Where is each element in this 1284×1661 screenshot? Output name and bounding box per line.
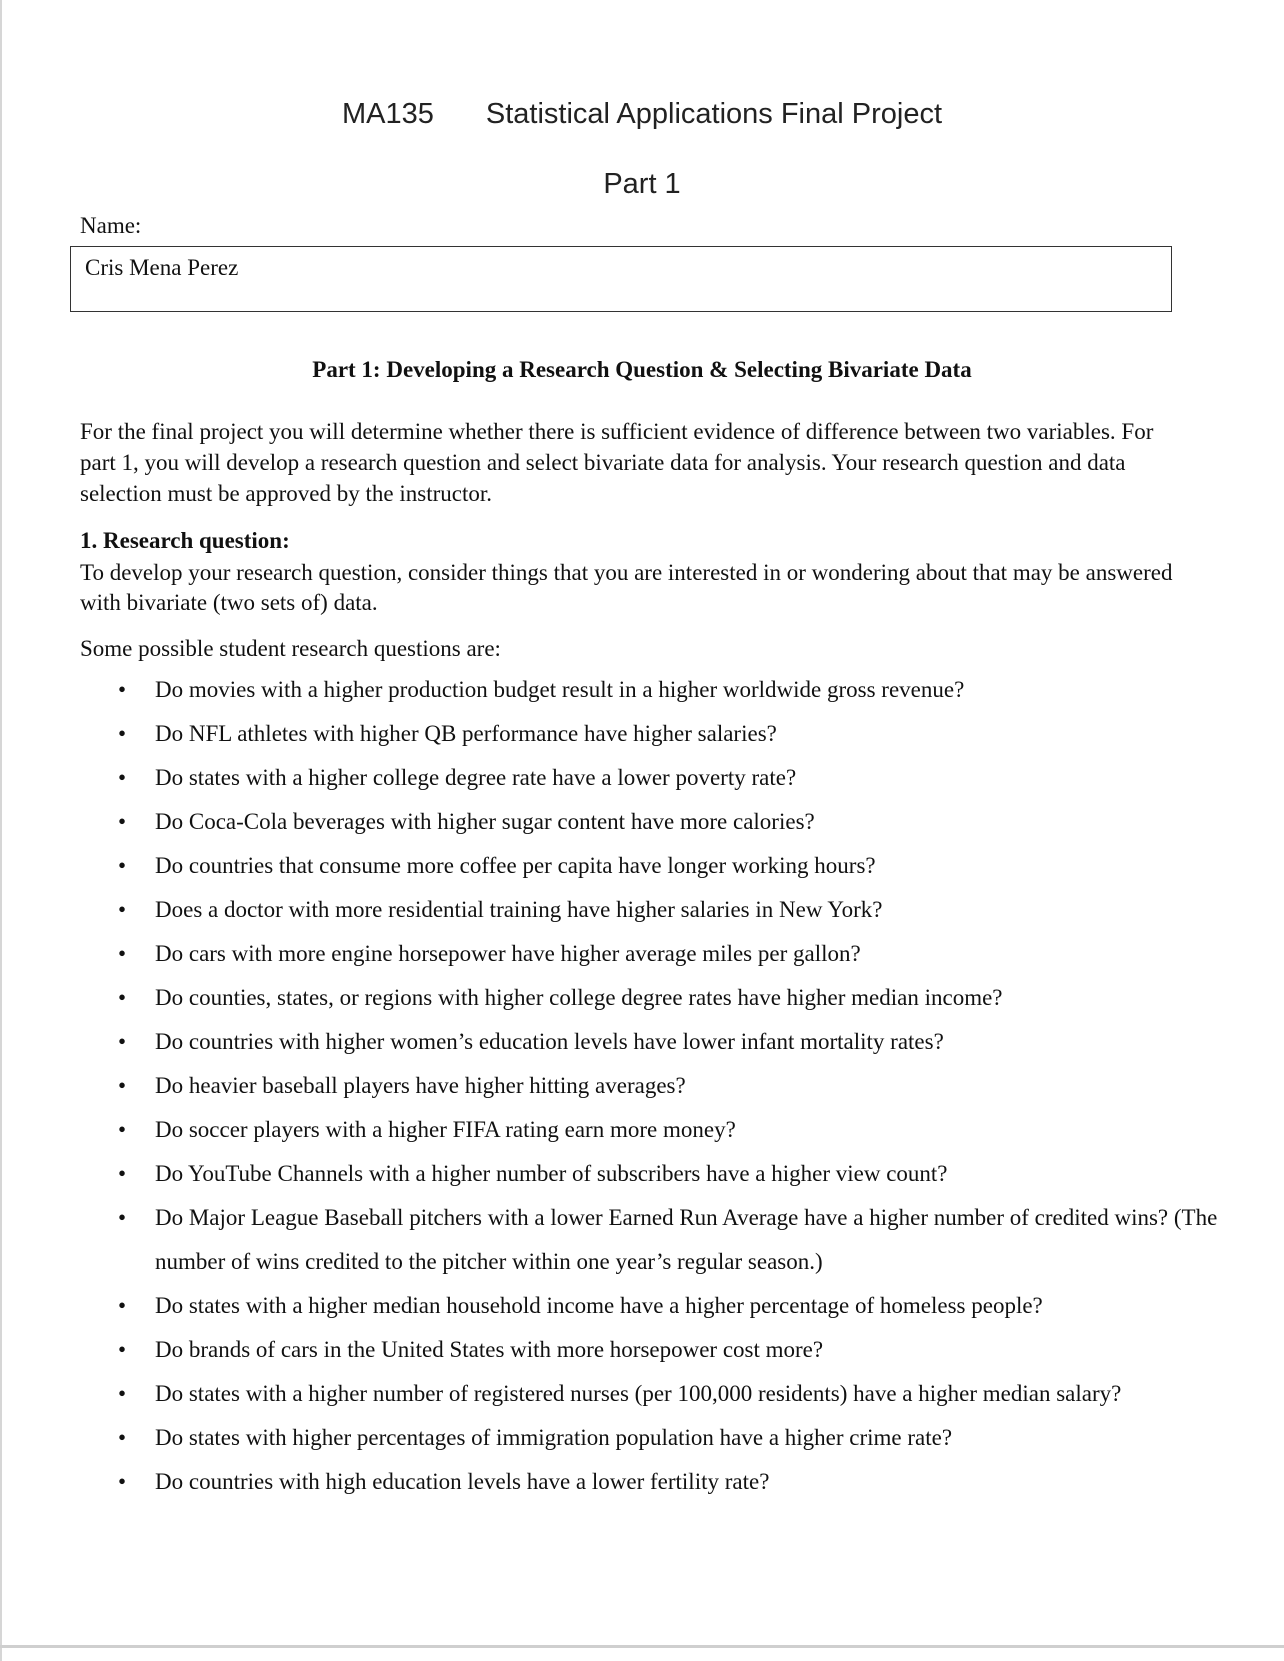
intro-paragraph: For the final project you will determine whether there is sufficient evidence of difference between two variables. For part 1, you will develop a research question and select bivariate data for analysis. Your research question and data selection must be approved by the instructor. <box>80 419 1154 506</box>
course-code: MA135 <box>341 98 434 130</box>
bullet-icon: • <box>118 809 127 834</box>
project-title: Statistical Applications Final Project <box>485 98 943 130</box>
bullet-icon: • <box>118 853 127 878</box>
section-heading: Part 1: Developing a Research Question & Selecting Bivariate Data <box>312 357 972 382</box>
list-item-text: Do states with a higher number of registered nurses (per 100,000 residents) have a higher median salary? <box>155 1381 1122 1406</box>
list-item-text: Do movies with a higher production budget result in a higher worldwide gross revenue? <box>155 677 965 702</box>
list-item-text: Do states with a higher median household income have a higher percentage of homeless people? <box>155 1293 1043 1318</box>
list-item-text: Do Coca-Cola beverages with higher sugar content have more calories? <box>155 809 815 834</box>
name-value: Cris Mena Perez <box>85 255 239 280</box>
list-item <box>0 1108 1284 1152</box>
bullet-icon: • <box>118 1381 127 1406</box>
examples-label: Some possible student research questions are: <box>80 636 501 661</box>
list-item-text: Do YouTube Channels with a higher number of subscribers have a higher view count? <box>155 1161 948 1186</box>
list-item-text: Do NFL athletes with higher QB performance have higher salaries? <box>155 721 777 746</box>
bullet-icon: • <box>118 1205 127 1230</box>
list-item <box>0 1064 1284 1108</box>
list-item <box>0 800 1284 844</box>
bullet-icon: • <box>118 1337 127 1362</box>
research-question-body: To develop your research question, consider things that you are interested in or wondering about that may be answered with bivariate (two sets of) data. <box>80 560 1173 615</box>
list-item-text: Do soccer players with a higher FIFA rating earn more money? <box>155 1117 736 1142</box>
list-item <box>0 844 1284 888</box>
list-item <box>0 1152 1284 1196</box>
name-field[interactable] <box>70 246 1172 312</box>
list-item-text: Do countries with high education levels have a lower fertility rate? <box>155 1469 770 1494</box>
list-item <box>0 668 1284 712</box>
list-item <box>0 1416 1284 1460</box>
document-title <box>0 98 1284 131</box>
bullet-icon: • <box>118 1469 127 1494</box>
bullet-icon: • <box>118 1073 127 1098</box>
bullet-icon: • <box>118 1161 127 1186</box>
list-item <box>0 888 1284 932</box>
list-item-text: Do states with a higher college degree rate have a lower poverty rate? <box>155 765 797 790</box>
list-item-text: Do heavier baseball players have higher hitting averages? <box>155 1073 686 1098</box>
bullet-icon: • <box>118 765 127 790</box>
list-item-text: Do Major League Baseball pitchers with a lower Earned Run Average have a higher number of credited wins? (The number of wins credited to the pitcher within one year’s regular season.) <box>155 1205 1218 1274</box>
research-question-heading: 1. Research question: <box>80 528 290 553</box>
list-item <box>0 932 1284 976</box>
list-item <box>0 1460 1284 1504</box>
document-subtitle: Part 1 <box>603 168 681 200</box>
list-item-text: Does a doctor with more residential training have higher salaries in New York? <box>155 897 883 922</box>
list-item-text: Do counties, states, or regions with higher college degree rates have higher median income? <box>155 985 1003 1010</box>
list-item <box>0 1328 1284 1372</box>
list-item <box>0 1020 1284 1064</box>
list-item-text: Do cars with more engine horsepower have higher average miles per gallon? <box>155 941 861 966</box>
list-item <box>0 976 1284 1020</box>
name-label: Name: <box>80 213 142 238</box>
list-item <box>0 1284 1284 1328</box>
bullet-icon: • <box>118 1117 127 1142</box>
list-item-text: Do states with higher percentages of immigration population have a higher crime rate? <box>155 1425 953 1450</box>
list-item <box>0 1372 1284 1416</box>
bullet-icon: • <box>118 985 127 1010</box>
bullet-icon: • <box>118 941 127 966</box>
list-item-text: Do countries with higher women’s education levels have lower infant mortality rates? <box>155 1029 944 1054</box>
bullet-icon: • <box>118 1425 127 1450</box>
list-item <box>0 756 1284 800</box>
list-item <box>0 1196 1284 1284</box>
bullet-icon: • <box>118 1029 127 1054</box>
bullet-icon: • <box>118 1293 127 1318</box>
bullet-icon: • <box>118 721 127 746</box>
list-item-text: Do countries that consume more coffee per capita have longer working hours? <box>155 853 876 878</box>
list-item-text: Do brands of cars in the United States with more horsepower cost more? <box>155 1337 824 1362</box>
page-edge-bottom <box>0 1645 1284 1648</box>
list-item <box>0 712 1284 756</box>
bullet-icon: • <box>118 677 127 702</box>
example-question-list <box>0 668 1284 1504</box>
bullet-icon: • <box>118 897 127 922</box>
